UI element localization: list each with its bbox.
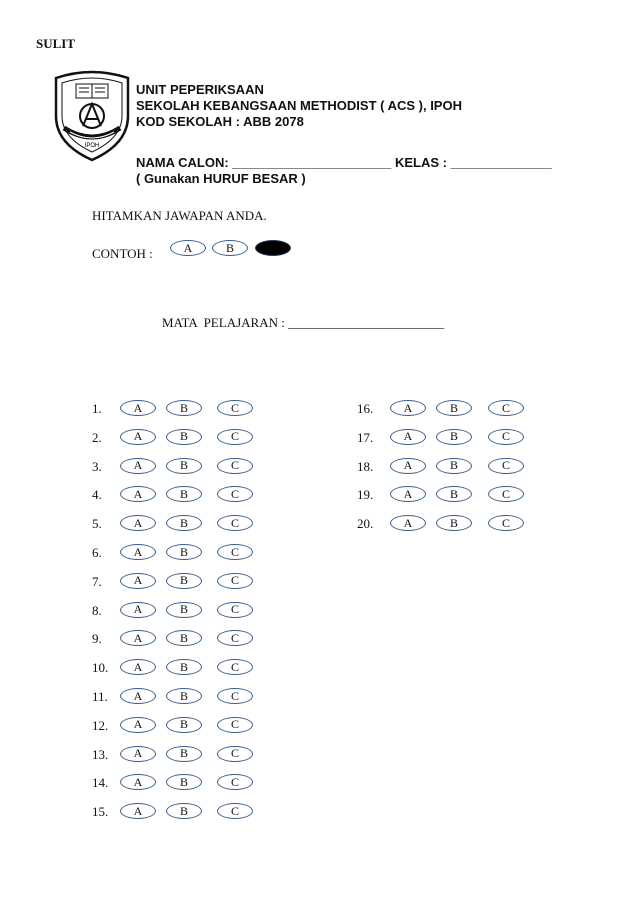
header-school: SEKOLAH KEBANGSAAN METHODIST ( ACS ), IPOH — [136, 98, 462, 113]
answer-bubble-b[interactable]: B — [166, 429, 202, 445]
answer-bubble-b[interactable]: B — [436, 486, 472, 502]
answer-bubble-a[interactable]: A — [390, 515, 426, 531]
answer-bubble-c[interactable]: C — [488, 400, 524, 416]
answer-bubble-b[interactable]: B — [436, 400, 472, 416]
answer-bubble-c[interactable]: C — [217, 746, 253, 762]
example-bubble-a: A — [170, 240, 206, 256]
answer-bubble-b[interactable]: B — [166, 544, 202, 560]
header-unit: UNIT PEPERIKSAAN — [136, 82, 264, 97]
answer-bubble-a[interactable]: A — [390, 429, 426, 445]
answer-bubble-b[interactable]: B — [166, 688, 202, 704]
answer-bubble-b[interactable]: B — [166, 486, 202, 502]
answer-bubble-b[interactable]: B — [166, 573, 202, 589]
answer-bubble-c[interactable]: C — [217, 803, 253, 819]
answer-bubble-a[interactable]: A — [120, 486, 156, 502]
question-number: 17. — [357, 429, 374, 445]
answer-bubble-a[interactable]: A — [120, 688, 156, 704]
answer-bubble-a[interactable]: A — [120, 803, 156, 819]
answer-bubble-c[interactable]: C — [217, 515, 253, 531]
question-number: 2. — [92, 429, 102, 445]
answer-bubble-b[interactable]: B — [166, 515, 202, 531]
example-label: CONTOH : — [92, 246, 153, 261]
question-number: 20. — [357, 516, 374, 532]
capital-letters-note: ( Gunakan HURUF BESAR ) — [136, 171, 306, 186]
logo-text: IPOH — [84, 143, 100, 149]
answer-bubble-c[interactable]: C — [217, 659, 253, 675]
example-bubble-filled — [255, 240, 291, 256]
answer-bubble-c[interactable]: C — [488, 515, 524, 531]
classification-label: SULIT — [36, 36, 76, 51]
answer-bubble-a[interactable]: A — [390, 486, 426, 502]
answer-bubble-c[interactable]: C — [488, 458, 524, 474]
answer-bubble-b[interactable]: B — [166, 717, 202, 733]
question-number: 9. — [92, 631, 102, 647]
question-number: 8. — [92, 602, 102, 618]
answer-bubble-a[interactable]: A — [120, 630, 156, 646]
question-number: 14. — [92, 775, 109, 791]
answer-bubble-b[interactable]: B — [166, 774, 202, 790]
answer-bubble-b[interactable]: B — [166, 630, 202, 646]
answer-bubble-b[interactable]: B — [436, 458, 472, 474]
answer-bubble-a[interactable]: A — [120, 515, 156, 531]
answer-bubble-c[interactable]: C — [217, 630, 253, 646]
answer-bubble-c[interactable]: C — [217, 486, 253, 502]
answer-bubble-c[interactable]: C — [217, 774, 253, 790]
answer-bubble-b[interactable]: B — [166, 458, 202, 474]
answer-bubble-c[interactable]: C — [217, 688, 253, 704]
answer-bubble-a[interactable]: A — [120, 659, 156, 675]
answer-bubble-a[interactable]: A — [120, 602, 156, 618]
answer-bubble-b[interactable]: B — [166, 602, 202, 618]
question-number: 5. — [92, 516, 102, 532]
answer-bubble-b[interactable]: B — [436, 515, 472, 531]
question-number: 12. — [92, 717, 109, 733]
answer-bubble-a[interactable]: A — [390, 400, 426, 416]
question-number: 6. — [92, 545, 102, 560]
answer-bubble-c[interactable]: C — [488, 486, 524, 502]
answer-bubble-a[interactable]: A — [120, 774, 156, 790]
answer-bubble-a[interactable]: A — [390, 458, 426, 474]
answer-bubble-c[interactable]: C — [217, 458, 253, 474]
answer-bubble-c[interactable]: C — [217, 429, 253, 445]
answer-bubble-c[interactable]: C — [217, 573, 253, 589]
answer-bubble-c[interactable]: C — [217, 717, 253, 733]
question-number: 11. — [92, 689, 108, 704]
answer-bubble-b[interactable]: B — [436, 429, 472, 445]
answer-bubble-b[interactable]: B — [166, 400, 202, 416]
answer-bubble-a[interactable]: A — [120, 458, 156, 474]
question-number: 15. — [92, 804, 109, 820]
answer-bubble-c[interactable]: C — [488, 429, 524, 445]
header-code: KOD SEKOLAH : ABB 2078 — [136, 114, 304, 129]
question-number: 3. — [92, 458, 102, 474]
question-number: 4. — [92, 487, 102, 503]
candidate-name-class-field[interactable]: NAMA CALON: ______________________ KELAS : ______________ — [136, 155, 552, 170]
answer-bubble-c[interactable]: C — [217, 400, 253, 416]
answer-bubble-a[interactable]: A — [120, 429, 156, 445]
answer-bubble-c[interactable]: C — [217, 602, 253, 618]
answer-bubble-a[interactable]: A — [120, 544, 156, 560]
question-number: 13. — [92, 746, 109, 762]
answer-bubble-a[interactable]: A — [120, 400, 156, 416]
subject-field[interactable]: MATA PELAJARAN : ________________________ — [162, 315, 445, 330]
question-number: 1. — [92, 401, 102, 416]
question-number: 19. — [357, 487, 374, 503]
example-bubble-b: B — [212, 240, 248, 256]
instruction-text: HITAMKAN JAWAPAN ANDA. — [92, 208, 267, 223]
answer-bubble-c[interactable]: C — [217, 544, 253, 560]
question-number: 16. — [357, 401, 374, 416]
answer-bubble-a[interactable]: A — [120, 746, 156, 762]
answer-bubble-b[interactable]: B — [166, 803, 202, 819]
school-crest-icon — [50, 64, 134, 164]
answer-bubble-b[interactable]: B — [166, 746, 202, 762]
answer-bubble-a[interactable]: A — [120, 573, 156, 589]
answer-bubble-b[interactable]: B — [166, 659, 202, 675]
question-number: 7. — [92, 573, 102, 589]
question-number: 10. — [92, 660, 109, 676]
answer-bubble-a[interactable]: A — [120, 717, 156, 733]
question-number: 18. — [357, 458, 374, 474]
